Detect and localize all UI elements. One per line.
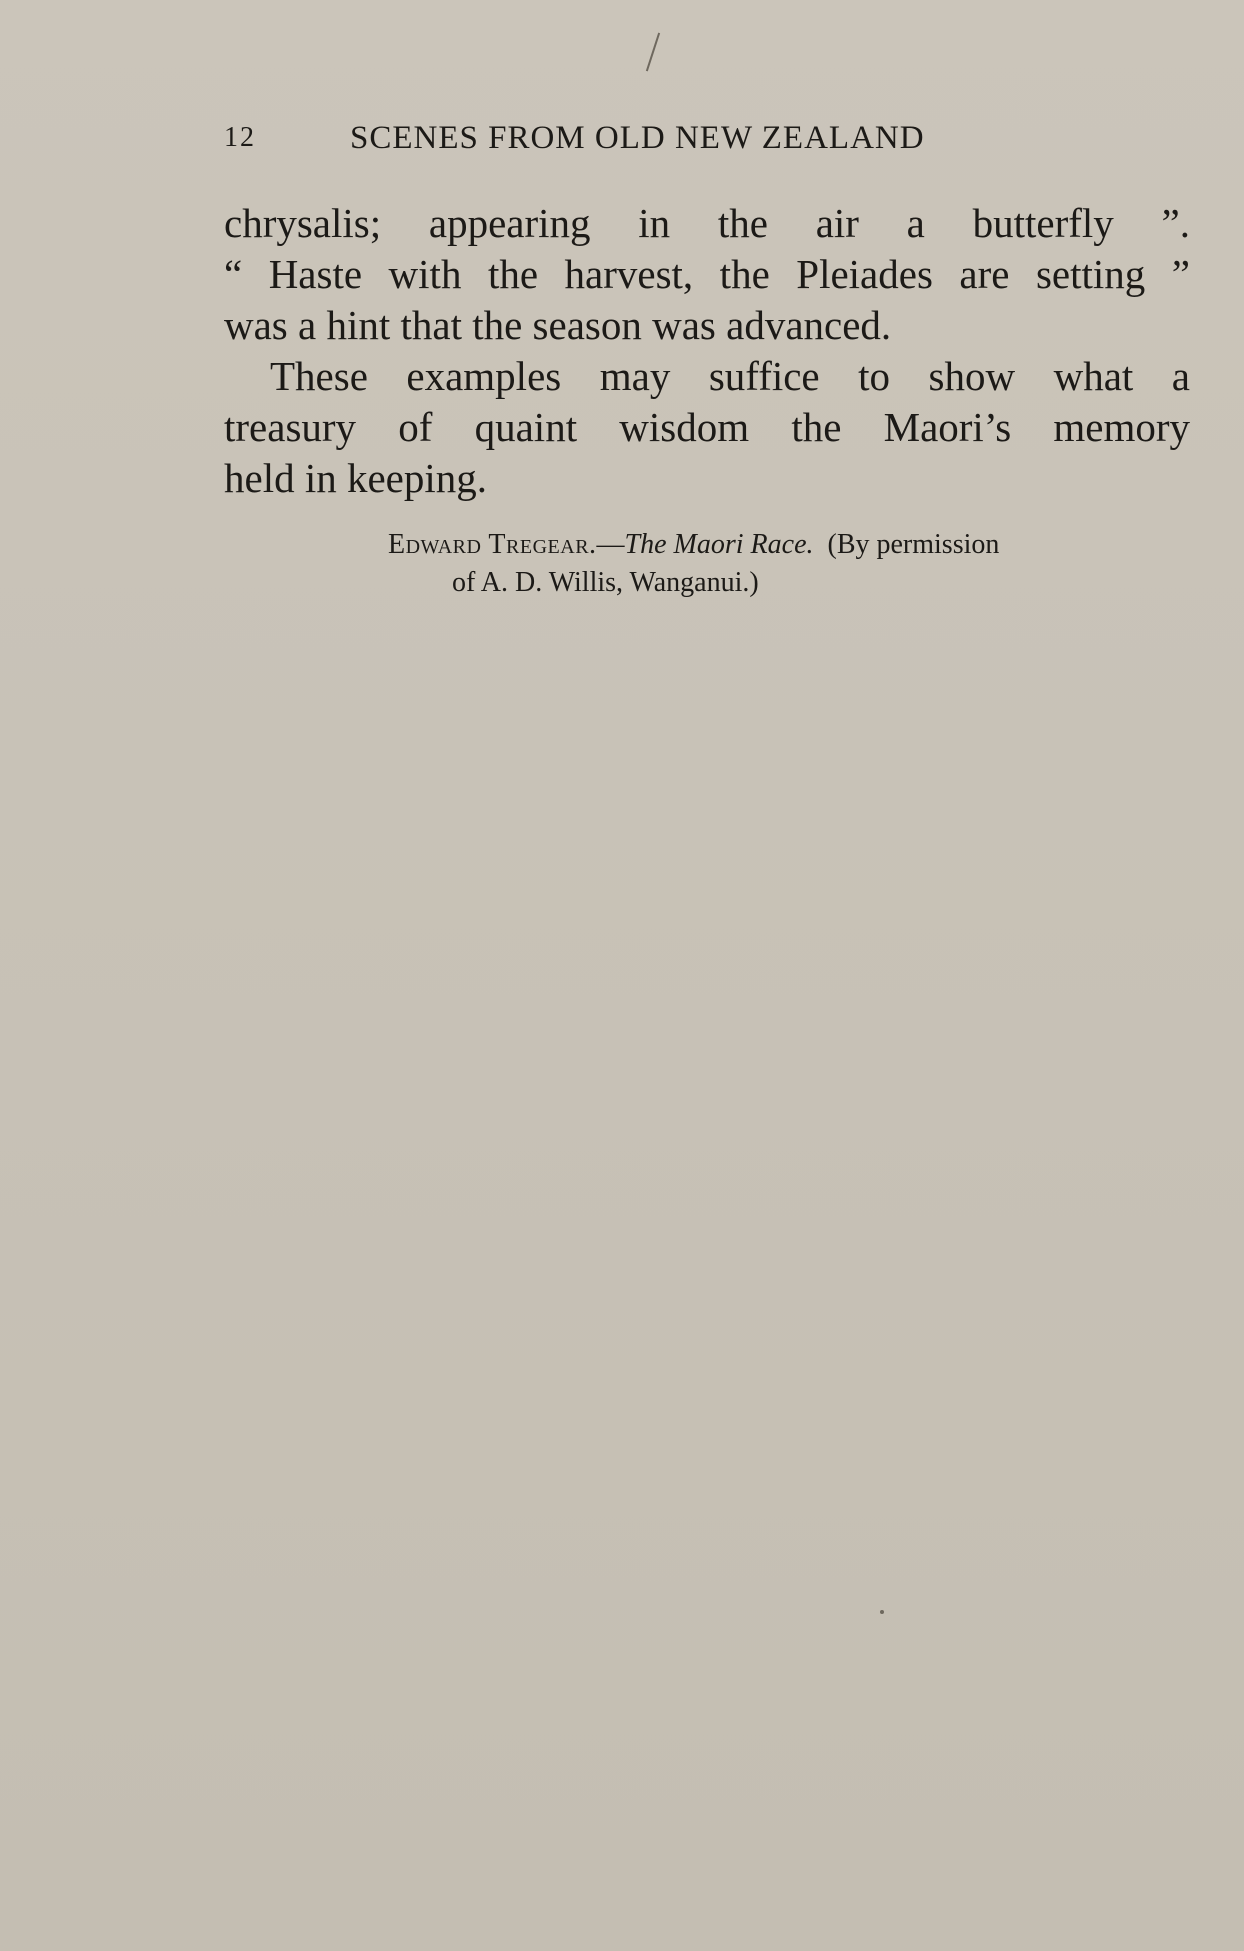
running-head (224, 120, 1066, 160)
attribution-dash: — (596, 529, 625, 560)
attribution-work: The Maori Race. (624, 529, 814, 560)
attribution-permission: (By permission (827, 529, 1000, 560)
page-number: 12 (224, 122, 256, 153)
attribution-line: of A. D. Willis, Wanganui.) (452, 567, 759, 598)
attribution (388, 526, 1158, 602)
text-line: treasury of quaint wisdom the Maori’s memory (224, 404, 1190, 450)
paper-speck (880, 1610, 884, 1614)
text-line: held in keeping. (224, 455, 488, 501)
text-line: These examples may suffice to show what a (270, 353, 1190, 399)
pencil-mark (646, 33, 660, 72)
body-text (224, 198, 1190, 504)
text-line: chrysalis; appearing in the air a butterfly ”. (224, 200, 1190, 246)
attribution-line (388, 526, 1158, 564)
text-line: was a hint that the season was advanced. (224, 302, 892, 348)
running-title: SCENES FROM OLD NEW ZEALAND (350, 120, 925, 156)
attribution-author: Edward Tregear. (388, 529, 597, 560)
text-line: “ Haste with the harvest, the Pleiades are setting ” (224, 251, 1190, 297)
